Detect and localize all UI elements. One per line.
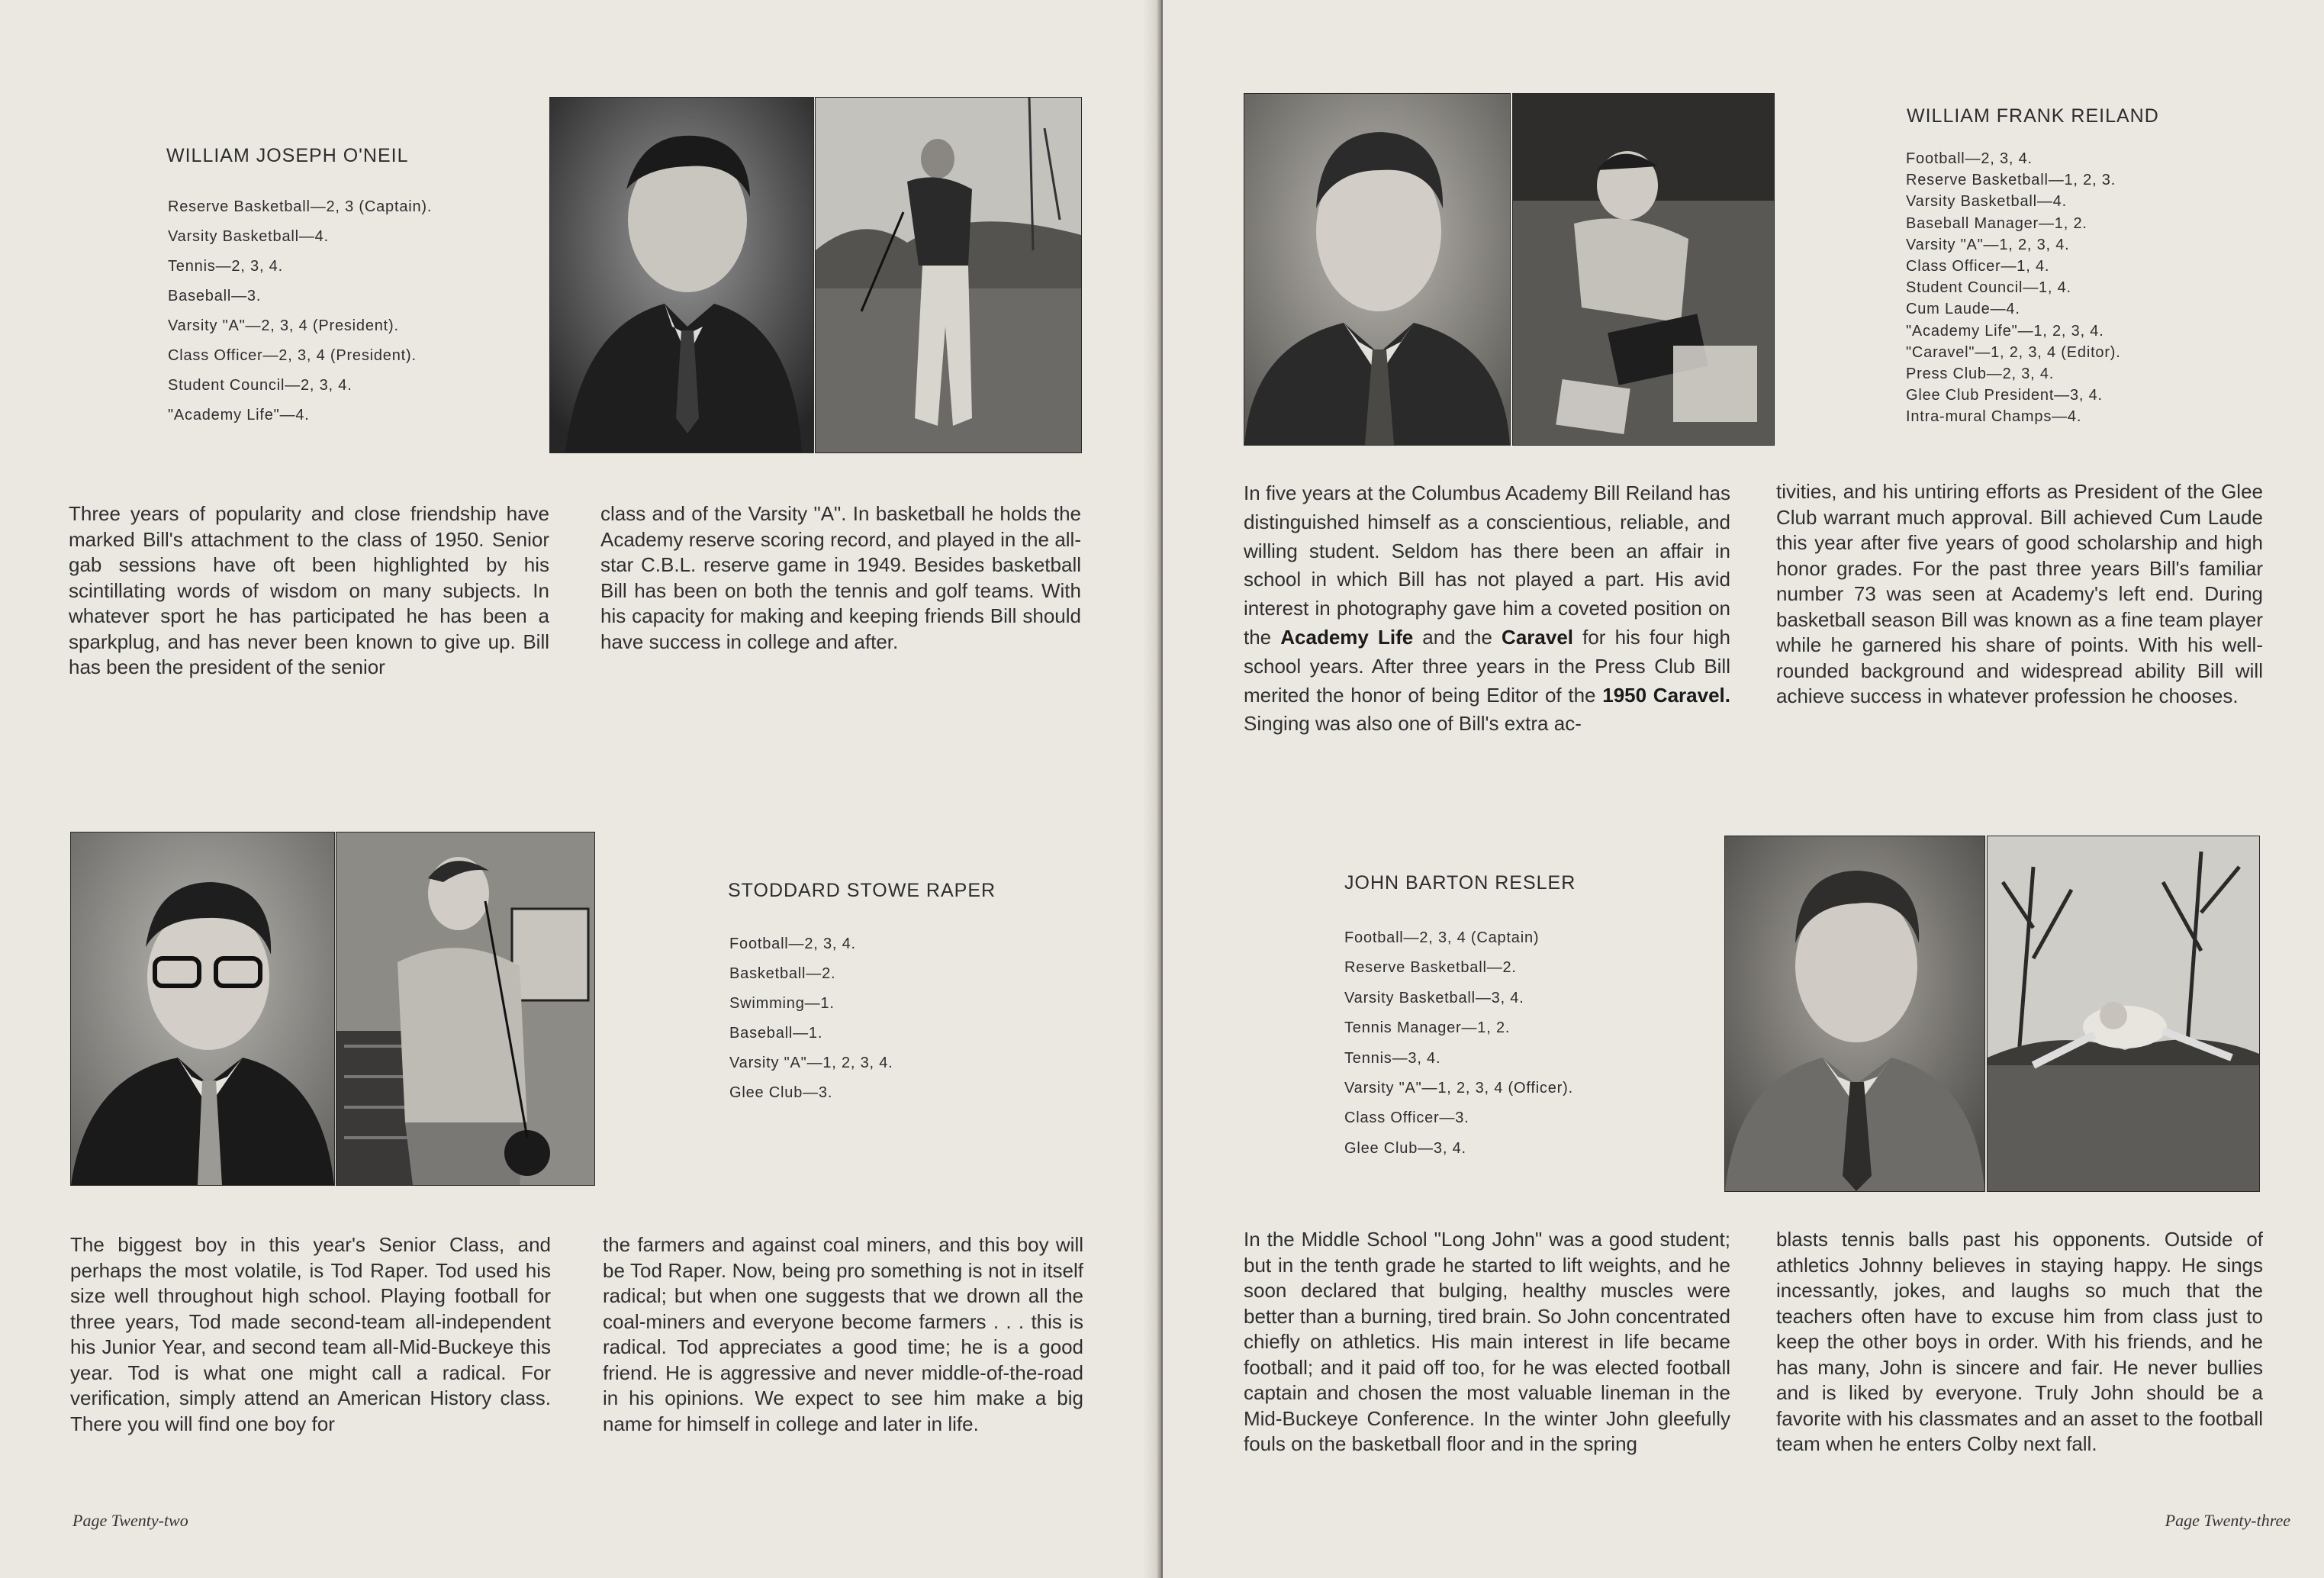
activity-item: Glee Club—3, 4. — [1344, 1139, 1466, 1157]
activity-item: Tennis—3, 4. — [1344, 1049, 1441, 1067]
raper-activities — [729, 929, 893, 1108]
reiland-bio-col2: tivities, and his untiring efforts as President of the Glee Club warrant much approval. Bill achieved Cum Laude this year after five years of good scholarship and high honor grades. For the past three years Bill's familiar number 73 was seen at Academy's left end. During basketball season Bill was known as a fine team player while he garnered his share of points. With his well-rounded background and widespread ability Bill will achieve success in whatever profession he chooses. — [1776, 480, 2263, 707]
bio-text: and the — [1413, 625, 1502, 649]
activity-item: Swimming—1. — [729, 995, 835, 1012]
oneil-bio-col2: class and of the Varsity "A". In basketball he holds the Academy reserve scoring record, and played in the all-star C.B.L. reserve game in 1949. Besides basketball Bill has been on both the tennis and golf teams. With his capacity for making and keeping friends Bill should have success in college and after. — [600, 502, 1081, 653]
activity-item: Reserve Basketball—2, 3 (Captain). — [168, 198, 433, 215]
activity-item: Varsity Basketball—3, 4. — [1344, 989, 1524, 1006]
activity-item: Basketball—2. — [729, 965, 836, 982]
activity-item: Baseball—1. — [729, 1025, 823, 1042]
activity-item: Varsity Basketball—4. — [1906, 193, 2067, 211]
oneil-portrait-photo — [549, 97, 814, 453]
resler-activities — [1344, 923, 1573, 1164]
bio-emphasis: Academy Life — [1280, 625, 1414, 649]
activity-item: Class Officer—3. — [1344, 1109, 1469, 1127]
right-page — [1163, 0, 2324, 1578]
activity-item: Reserve Basketball—2. — [1344, 959, 1517, 977]
reiland-bio-col1 — [1244, 479, 1730, 739]
activity-item: Football—2, 3, 4. — [729, 936, 856, 952]
activity-item: Student Council—2, 3, 4. — [168, 377, 352, 394]
activity-item: Glee Club President—3, 4. — [1906, 387, 2103, 404]
activity-item: "Academy Life"—1, 2, 3, 4. — [1906, 322, 2104, 340]
reiland-photography-photo — [1512, 93, 1775, 446]
activity-item: Intra-mural Champs—4. — [1906, 408, 2082, 426]
activity-item: Tennis Manager—1, 2. — [1344, 1019, 1511, 1037]
activity-item: Football—2, 3, 4 (Captain) — [1344, 929, 1540, 946]
left-page — [0, 0, 1154, 1578]
resler-name: JOHN BARTON RESLER — [1344, 872, 1576, 894]
raper-portrait-photo — [70, 832, 335, 1186]
oneil-activities — [168, 192, 432, 430]
activity-item: Cum Laude—4. — [1906, 301, 2020, 318]
activity-item: Varsity "A"—1, 2, 3, 4 (Officer). — [1344, 1080, 1573, 1097]
raper-telephone-photo — [336, 832, 595, 1186]
activity-item: Glee Club—3. — [729, 1084, 833, 1101]
activity-item: Varsity Basketball—4. — [168, 228, 329, 245]
resler-bio-col2: blasts tennis balls past his opponents. Outside of athletics Johnny believes in staying happy. He sings incessantly, jokes, and laughs so much that the teachers often have to excuse him from class just to keep the other boys in order. With his friends, and he has many, John is sincere and fair. He never bullies and is liked by everyone. Truly John should be a favorite with his classmates and an asset to the football team when he enters Colby next fall. — [1776, 1228, 2263, 1455]
activity-item: "Caravel"—1, 2, 3, 4 (Editor). — [1906, 343, 2121, 361]
reiland-portrait-photo — [1244, 93, 1511, 446]
activity-item: Baseball Manager—1, 2. — [1906, 214, 2087, 232]
activity-item: Class Officer—2, 3, 4 (President). — [168, 347, 417, 364]
reiland-name: WILLIAM FRANK REILAND — [1907, 105, 2159, 127]
page-number: Page Twenty-three — [2165, 1511, 2290, 1530]
activity-item: Student Council—1, 4. — [1906, 279, 2071, 297]
bio-text: Singing was also one of Bill's extra ac- — [1244, 712, 1582, 736]
resler-bio-col1: In the Middle School "Long John" was a good student; but in the tenth grade he started to lift weights, and he soon declared that bulging, healthy muscles were better than a burning, tired brain. So John concentrated chiefly on athletics. His main interest in life became football; and it paid off too, for he was elected football captain and chosen the most valuable lineman in the Mid-Buckeye Conference. In the winter John gleefully fouls on the basketball floor and in the spring — [1244, 1228, 1730, 1455]
page-number: Page Twenty-two — [72, 1511, 188, 1530]
activity-item: Reserve Basketball—1, 2, 3. — [1906, 172, 2116, 189]
activity-item: Class Officer—1, 4. — [1906, 258, 2050, 275]
raper-name: STODDARD STOWE RAPER — [728, 880, 996, 901]
oneil-golf-photo — [815, 97, 1082, 453]
bio-text: In five years at the Columbus Academy Bill Reiland has distinguished himself as a conscientious, reliable, and willing student. Seldom has there been an affair in school in which Bill has not played a part. His avid interest in photography gave him a coveted position on the — [1244, 481, 1730, 649]
resler-leaping-photo — [1987, 836, 2260, 1192]
activity-item: Varsity "A"—1, 2, 3, 4. — [729, 1055, 893, 1071]
bio-text: for his four high school years. After three years in the Press Club Bill merited the honor of being Editor of the — [1244, 625, 1730, 707]
activity-item: Varsity "A"—1, 2, 3, 4. — [1906, 236, 2070, 253]
activity-item: Football—2, 3, 4. — [1906, 150, 2033, 167]
activity-item: Press Club—2, 3, 4. — [1906, 366, 2055, 383]
activity-item: Varsity "A"—2, 3, 4 (President). — [168, 317, 399, 334]
reiland-activities — [1906, 148, 2121, 428]
oneil-name: WILLIAM JOSEPH O'NEIL — [166, 145, 409, 166]
activity-item: "Academy Life"—4. — [168, 407, 310, 423]
raper-bio-col1: The biggest boy in this year's Senior Class, and perhaps the most volatile, is Tod Raper. Tod used his size well throughout high school. Playing football for three years, Tod made second-team all-independent his Junior Year, and second team all-Mid-Buckeye this year. Tod is what one might call a radical. For verification, simply attend an American History class. There you will find one boy for — [70, 1233, 551, 1435]
resler-portrait-photo — [1724, 836, 1985, 1192]
oneil-bio-col1: Three years of popularity and close friendship have marked Bill's attachment to the class of 1950. Senior gab sessions have oft been highlighted by his scintillating words of wisdom on many subjects. In whatever sport he has participated he has been a sparkplug, and has never been known to give up. Bill has been the president of the senior — [69, 502, 549, 678]
raper-bio-col2: the farmers and against coal miners, and this boy will be Tod Raper. Now, being pro something is not in itself radical; but when one suggests that we drown all the coal-miners and everyone become farmers . . . this is radical. Tod appreciates a good time; he is a good friend. He is aggressive and never middle-of-the-road in his opinions. We expect to see him make a big name for himself in college and later in life. — [603, 1233, 1083, 1435]
bio-emphasis: Caravel — [1502, 625, 1574, 649]
bio-emphasis: 1950 Caravel. — [1602, 683, 1730, 707]
activity-item: Tennis—2, 3, 4. — [168, 258, 283, 275]
activity-item: Baseball—3. — [168, 288, 262, 304]
